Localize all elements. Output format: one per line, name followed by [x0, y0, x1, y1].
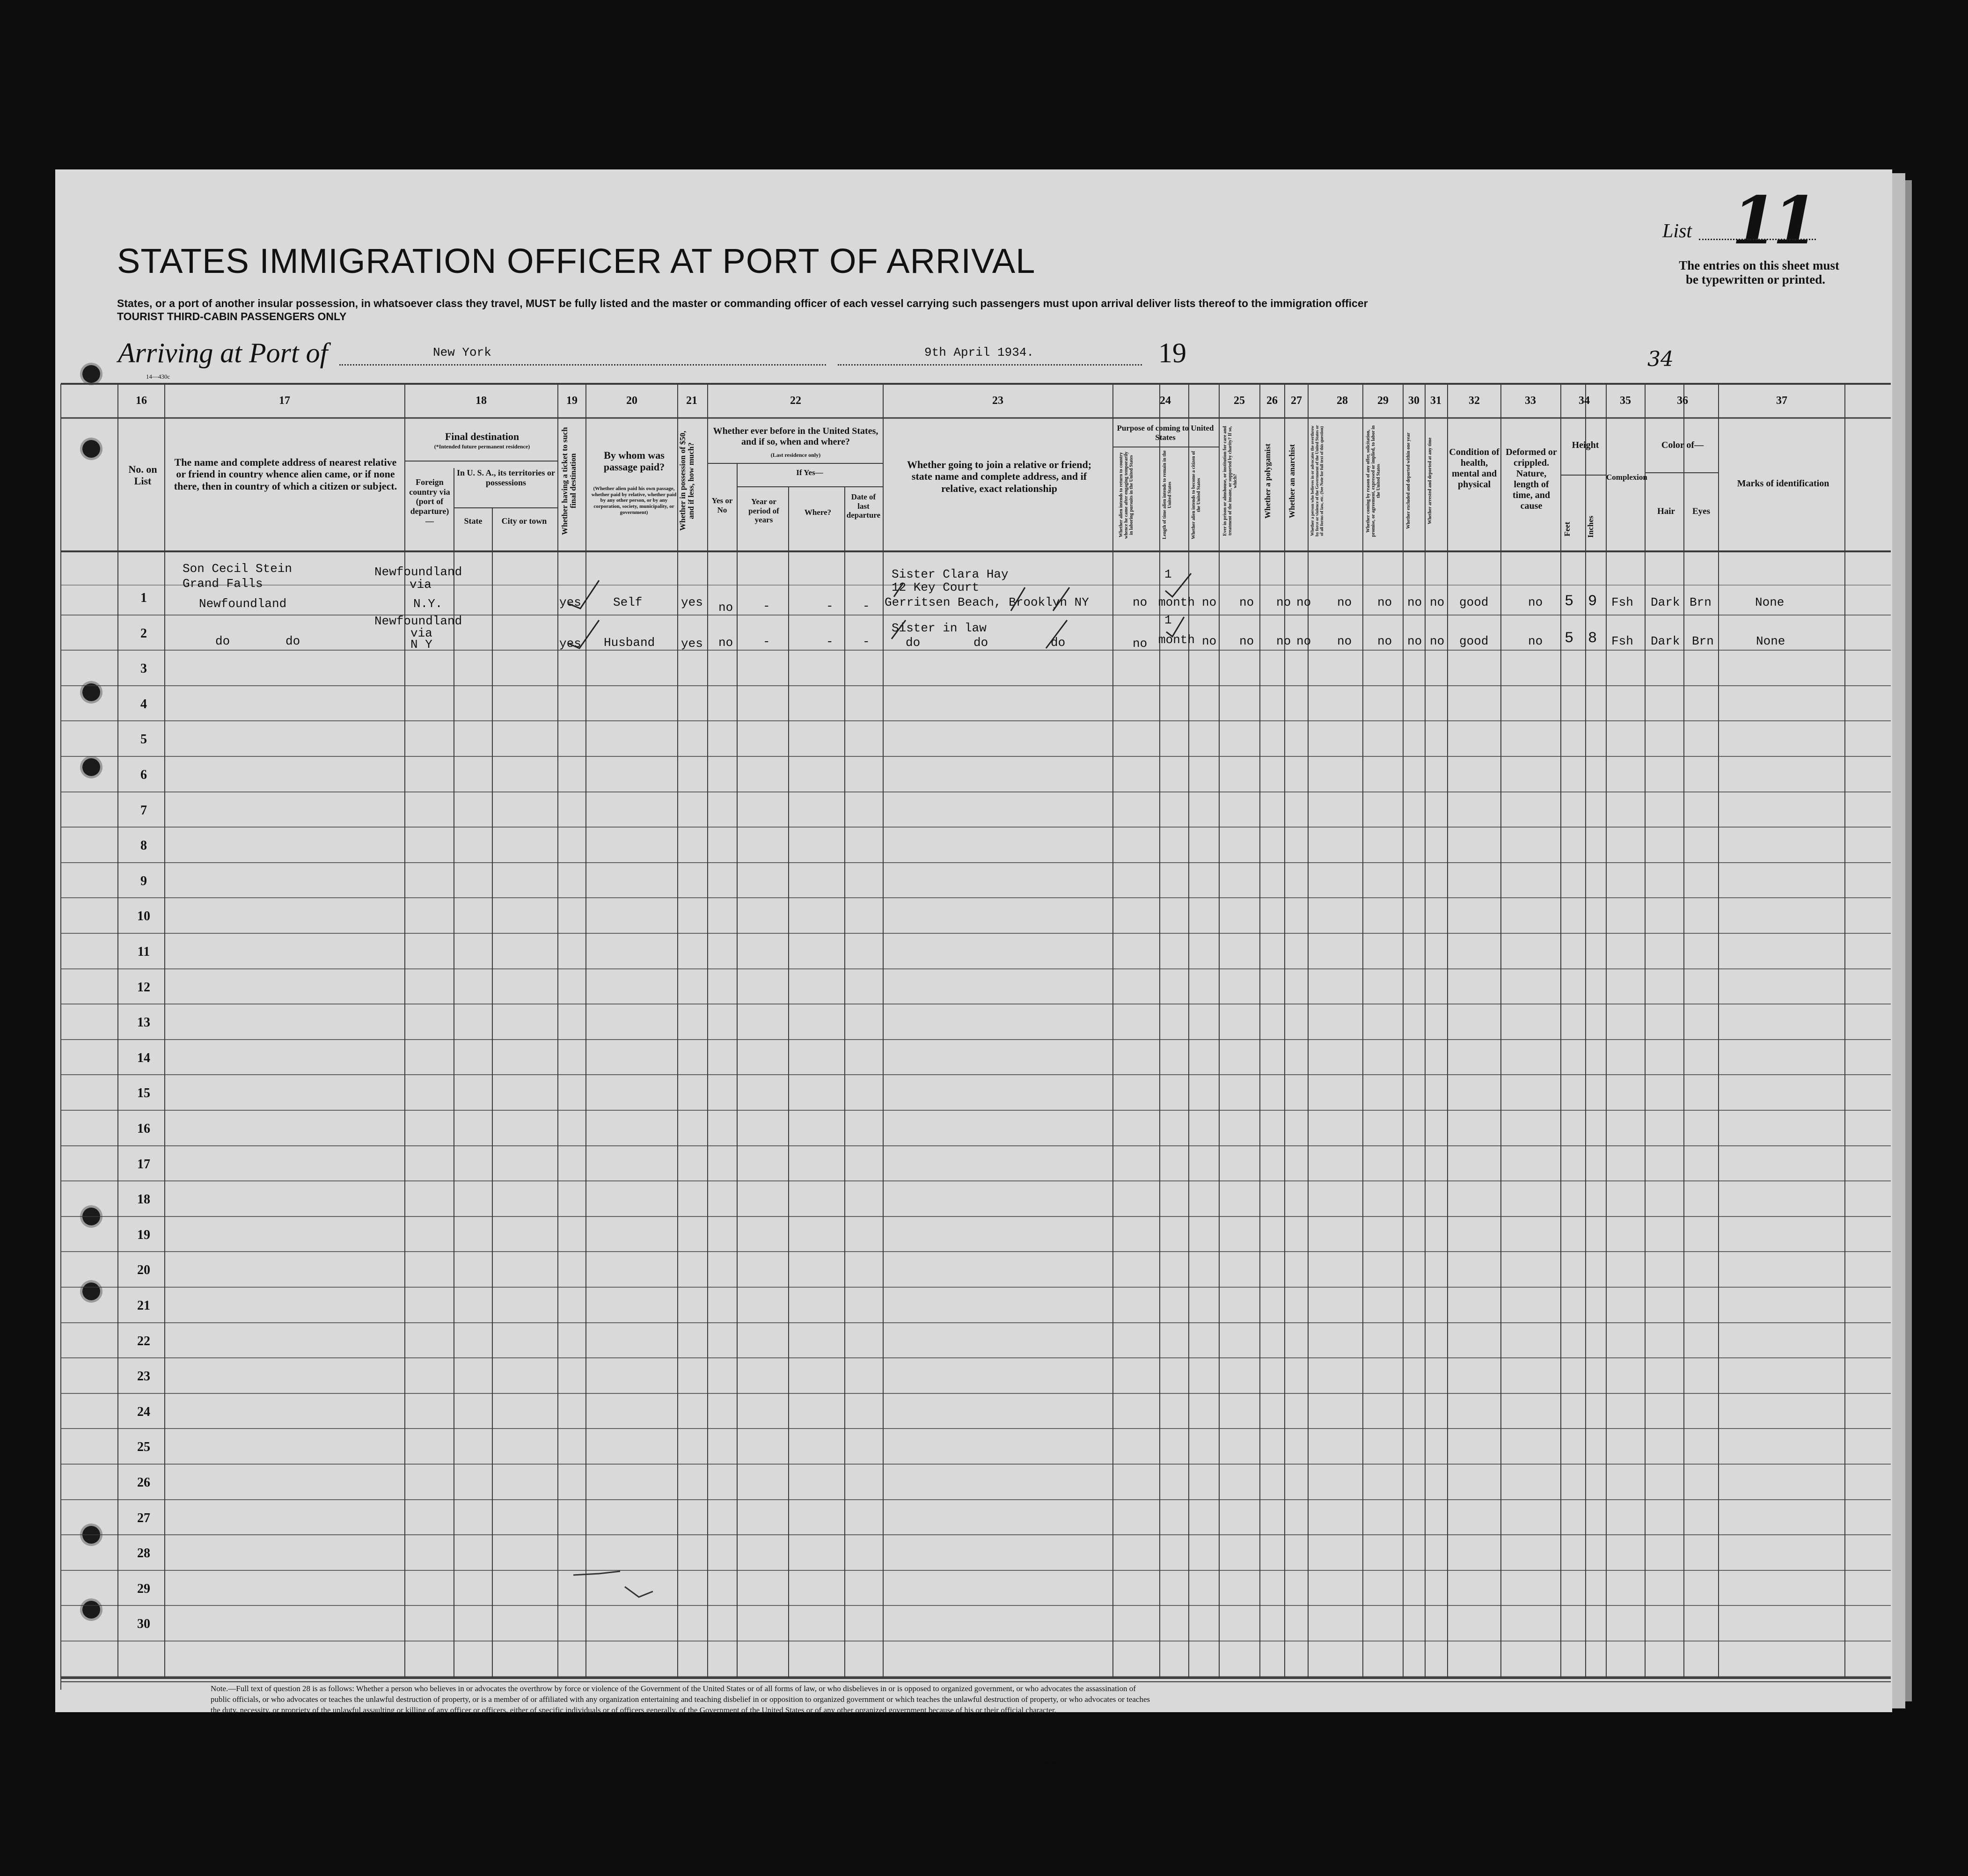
header-height: Height: [1572, 440, 1599, 450]
row-number: 15: [137, 1086, 150, 1100]
row1-relative-line3: Newfoundland: [199, 597, 287, 611]
row1-before-date: -: [863, 599, 870, 613]
row2-condition: good: [1459, 634, 1489, 648]
row2-col25: no: [1239, 634, 1254, 648]
header-final-destination-note: (*Intended future permanent residence): [434, 443, 530, 450]
year-suffix: 34: [1647, 347, 1674, 371]
row1-feet: 5: [1565, 593, 1574, 610]
form-title: STATES IMMIGRATION OFFICER AT PORT OF ARRIVAL: [117, 242, 1036, 280]
row1-relative-line2: Grand Falls: [183, 577, 263, 591]
row1-col29: no: [1377, 595, 1392, 609]
column-number: 30: [1408, 395, 1419, 407]
row2-before-yes-no: no: [718, 636, 733, 650]
column-number: 31: [1430, 395, 1441, 407]
row-number: 27: [137, 1511, 150, 1525]
column-number: 29: [1377, 395, 1389, 407]
header-yes-or-no: Yes or No: [711, 496, 733, 514]
footnote-question-28: Note.—Full text of question 28 is as follows: Whether a person who believes in or advocates the overthrow by force or violence of the Government of the United States or of all forms of law, or who disbelieves in or is opposed to organized government, or who advocates the assassination of public officials, or who advocates or teaches the unlawful destruction of property, or is a member of or affiliated with any organization entertaining and teaching disbelief in or opposition to organized government or which teaches the unlawful destruction of property, or who advocates or teaches the duty, necessity, or propriety of the unlawful assaulting or killing of any officer or officers, either of specific individuals or of officers generally, of the Government of the United States or of any other organized government because of his or their official character.: [211, 1684, 1150, 1715]
row2-col27: no: [1296, 634, 1311, 648]
row2-foreign-line1: Newfoundland: [374, 614, 462, 628]
row2-join-line1: Sister in law: [892, 621, 987, 635]
row2-deformed: no: [1528, 634, 1543, 648]
row-number: 13: [137, 1015, 150, 1030]
row2-purpose-citizen: no: [1202, 634, 1217, 648]
column-number: 18: [476, 395, 487, 407]
header-city-or-town: City or town: [501, 516, 547, 526]
header-complexion: Complexion: [1606, 473, 1647, 482]
row2-hair: Dark: [1651, 634, 1680, 648]
header-eyes: Eyes: [1692, 506, 1710, 516]
header-hair: Hair: [1657, 506, 1675, 516]
header-passage-paid: By whom was passage paid?: [603, 449, 665, 473]
row1-before-where: -: [826, 599, 834, 613]
column-number: 24: [1160, 395, 1171, 407]
header-purpose-return: Whether alien intends to return to country whence he came after engaging temporarily in laboring pursuits in the United States: [1119, 451, 1134, 539]
passenger-class: TOURIST THIRD-CABIN PASSENGERS ONLY: [117, 310, 347, 322]
header-condition: Condition of health, mental and physical: [1449, 447, 1500, 490]
row1-join-line3: Gerritsen Beach, Brooklyn NY: [885, 595, 1089, 609]
header-labor-offer: Whether coming by reason of any offer, solicitation, promise, or agreement, expressed or implied, to labor in the United States: [1366, 425, 1381, 537]
row1-col30: no: [1407, 595, 1422, 609]
header-no-on-list: No. on List: [128, 463, 157, 487]
arriving-label: Arriving at Port of: [118, 337, 328, 368]
row2-foreign-line3: N Y: [410, 638, 432, 652]
row2-inches: 8: [1588, 630, 1597, 647]
row2-join-line4: do: [1051, 636, 1066, 650]
row1-purpose-return: no: [1133, 595, 1148, 609]
row1-col28: no: [1337, 595, 1352, 609]
row2-money: yes: [681, 637, 703, 651]
row-number: 28: [137, 1546, 150, 1561]
header-purpose-length: Length of time alien intends to remain in the United States: [1162, 450, 1172, 540]
row1-foreign-line2: via: [410, 578, 432, 592]
header-join-relative: Whether going to join a relative or friend; state name and complete address, and if relative, exact relationship: [907, 459, 1092, 494]
list-label: List: [1662, 220, 1692, 242]
row-number: 21: [137, 1298, 150, 1313]
header-nearest-relative: The name and complete address of nearest relative or friend in country whence alien came, or if none there, then in country of which a citizen or subject.: [174, 456, 397, 492]
header-ever-before-note: (Last residence only): [770, 452, 821, 458]
row-number: 9: [140, 874, 147, 888]
row-number: 10: [137, 909, 150, 923]
footnote-form-number: 14—430: [1041, 1756, 1063, 1763]
row2-passage: Husband: [604, 636, 655, 650]
header-arrested-deported: Whether arrested and deported at any time: [1427, 437, 1433, 525]
row1-before-period: -: [763, 599, 770, 613]
row2-complexion: Fsh: [1611, 634, 1633, 648]
header-year-period: Year or period of years: [748, 497, 779, 525]
row-number: 11: [137, 945, 150, 959]
row-number: 19: [137, 1228, 150, 1242]
row1-col31: no: [1430, 595, 1445, 609]
row-number: 17: [137, 1157, 150, 1172]
column-number: 27: [1291, 395, 1302, 407]
header-polygamist: Whether a polygamist: [1263, 443, 1272, 519]
row-number: 25: [137, 1440, 150, 1454]
header-state: State: [464, 516, 483, 526]
row-number: 20: [137, 1263, 150, 1277]
row2-col30: no: [1407, 634, 1422, 648]
row-number: 6: [140, 768, 147, 782]
row1-hair: Dark: [1651, 595, 1680, 609]
row2-before-where: -: [826, 635, 834, 649]
row2-purpose-length-2: month: [1158, 633, 1195, 647]
header-in-usa: In U. S. A., its territories or possessions: [457, 468, 555, 487]
row2-col31: no: [1430, 634, 1445, 648]
header-overthrow-question: Whether a person who believes in or advocates the overthrow by force or violence of the Government of the United States or of all forms of law, etc. (See Note for full text of this question): [1310, 425, 1324, 537]
row1-col26: no: [1276, 595, 1291, 609]
row2-join-line3: do: [973, 636, 988, 650]
row-number: 22: [137, 1334, 150, 1348]
column-number: 16: [136, 395, 147, 407]
entries-note-line2: be typewritten or printed.: [1686, 272, 1825, 286]
header-purpose: Purpose of coming to United States: [1117, 424, 1214, 442]
column-number: 23: [992, 395, 1003, 407]
column-number: 28: [1337, 395, 1348, 407]
row1-before-yes-no: no: [718, 601, 733, 615]
row-number: 7: [140, 803, 147, 818]
entries-note-line1: The entries on this sheet must: [1679, 258, 1839, 272]
row1-condition: good: [1459, 595, 1489, 609]
year-prefix: 19: [1158, 337, 1186, 368]
row2-marks: None: [1756, 634, 1785, 648]
row1-relative-line1: Son Cecil Stein: [183, 562, 293, 576]
header-purpose-citizen: Whether alien intends to become a citizen of the United States: [1191, 451, 1201, 539]
row-number: 1: [140, 591, 147, 605]
row1-col25: no: [1239, 595, 1254, 609]
header-ever-before: Whether ever before in the United States, and if so, when and where?: [713, 426, 878, 447]
column-number: 20: [626, 395, 637, 407]
row-number: 4: [140, 697, 147, 711]
column-number: 33: [1525, 395, 1536, 407]
row2-foreign-line2: via: [410, 626, 432, 640]
row2-col26: no: [1276, 634, 1291, 648]
row1-money: yes: [681, 595, 703, 609]
row-number: 8: [140, 838, 147, 853]
row-number: 16: [137, 1121, 150, 1136]
row1-marks: None: [1755, 595, 1785, 609]
row-number: 26: [137, 1475, 150, 1490]
row2-relative-line1: do: [215, 634, 230, 648]
list-number: 11: [1732, 183, 1814, 259]
row2-feet: 5: [1565, 630, 1574, 647]
row1-passage: Self: [613, 595, 643, 609]
row1-join-line2: 12 Key Court: [892, 580, 980, 594]
row2-purpose-return: no: [1133, 637, 1148, 651]
header-feet: Feet: [1563, 521, 1572, 536]
row2-relative-line2: do: [285, 634, 300, 648]
row-number: 14: [137, 1051, 150, 1065]
header-possession-50: Whether in possession of $50, and if less, how much?: [678, 431, 695, 531]
header-inches: Inches: [1586, 515, 1595, 538]
row1-purpose-citizen: no: [1202, 595, 1217, 609]
row-number: 12: [137, 980, 150, 995]
header-marks: Marks of identification: [1737, 478, 1829, 489]
row2-col28: no: [1337, 634, 1352, 648]
column-number: 26: [1266, 395, 1278, 407]
column-number: 37: [1776, 395, 1787, 407]
header-passage-paid-note: (Whether alien paid his own passage, whether paid by relative, whether paid by any other person, or by any corporation, society, municipality, or government): [591, 486, 677, 515]
column-number: 34: [1579, 395, 1590, 407]
column-number: 36: [1677, 395, 1688, 407]
form-number: 14—430c: [146, 373, 170, 380]
header-foreign-country: Foreign country via (port of departure)—: [409, 477, 450, 526]
row2-before-period: -: [763, 635, 770, 649]
header-anarchist: Whether an anarchist: [1288, 444, 1296, 518]
column-number: 17: [279, 395, 290, 407]
header-date-last-departure: Date of last departure: [846, 492, 881, 520]
header-where: Where?: [804, 508, 832, 517]
row1-complexion: Fsh: [1611, 595, 1633, 609]
row2-eyes: Brn: [1692, 634, 1714, 648]
row-number: 5: [140, 732, 147, 747]
row-number: 18: [137, 1192, 150, 1207]
row2-purpose-length-1: 1: [1164, 613, 1172, 627]
row2-ticket: yes: [559, 637, 581, 651]
header-if-yes: If Yes—: [796, 468, 823, 477]
header-color-of: Color of—: [1661, 440, 1704, 450]
header-excluded-deported: Whether excluded and deported within one year: [1406, 432, 1411, 529]
row1-eyes: Brn: [1690, 595, 1712, 609]
port-value: New York: [433, 345, 491, 359]
row1-inches: 9: [1588, 593, 1597, 610]
header-ticket: Whether having a ticket to such final destination: [560, 427, 578, 535]
column-number: 25: [1234, 395, 1245, 407]
header-final-destination: Final destination: [445, 431, 519, 442]
row-number: 2: [140, 626, 147, 641]
row-number: 23: [137, 1369, 150, 1384]
column-number: 22: [790, 395, 801, 407]
header-deformed: Deformed or crippled. Nature, length of time, and cause: [1506, 447, 1557, 511]
row-number: 30: [137, 1617, 150, 1631]
column-number: 21: [686, 395, 697, 407]
row1-foreign-line1: Newfoundland: [374, 565, 462, 579]
row-number: 29: [137, 1582, 150, 1596]
row2-join-line2: do: [906, 636, 921, 650]
row2-before-date: -: [863, 635, 870, 649]
row2-col29: no: [1377, 634, 1392, 648]
row1-purpose-length-1: 1: [1164, 567, 1172, 581]
row1-deformed: no: [1528, 595, 1543, 609]
row-number: 24: [137, 1405, 150, 1419]
row1-col27: no: [1296, 595, 1311, 609]
form-subtitle: States, or a port of another insular possession, in whatsoever class they travel, MUST be fully listed and the master or commanding officer of each vessel carrying such passengers must upon arrival deliver lists thereof to the immigration officer: [117, 297, 1368, 309]
row1-ticket: yes: [559, 595, 581, 609]
row1-purpose-length-2: month: [1158, 595, 1195, 609]
row1-join-line1: Sister Clara Hay: [892, 567, 1009, 581]
column-number: 19: [566, 395, 578, 407]
date-value: 9th April 1934.: [924, 345, 1034, 359]
header-prison-charity: Ever in prison or almshouse, or institution for care and treatment of the insane, or supported by charity? If so, which?: [1222, 426, 1238, 536]
row-number: 3: [140, 661, 147, 676]
column-number: 35: [1620, 395, 1631, 407]
row1-foreign-line3: N.Y.: [413, 597, 443, 611]
column-number: 32: [1469, 395, 1480, 407]
